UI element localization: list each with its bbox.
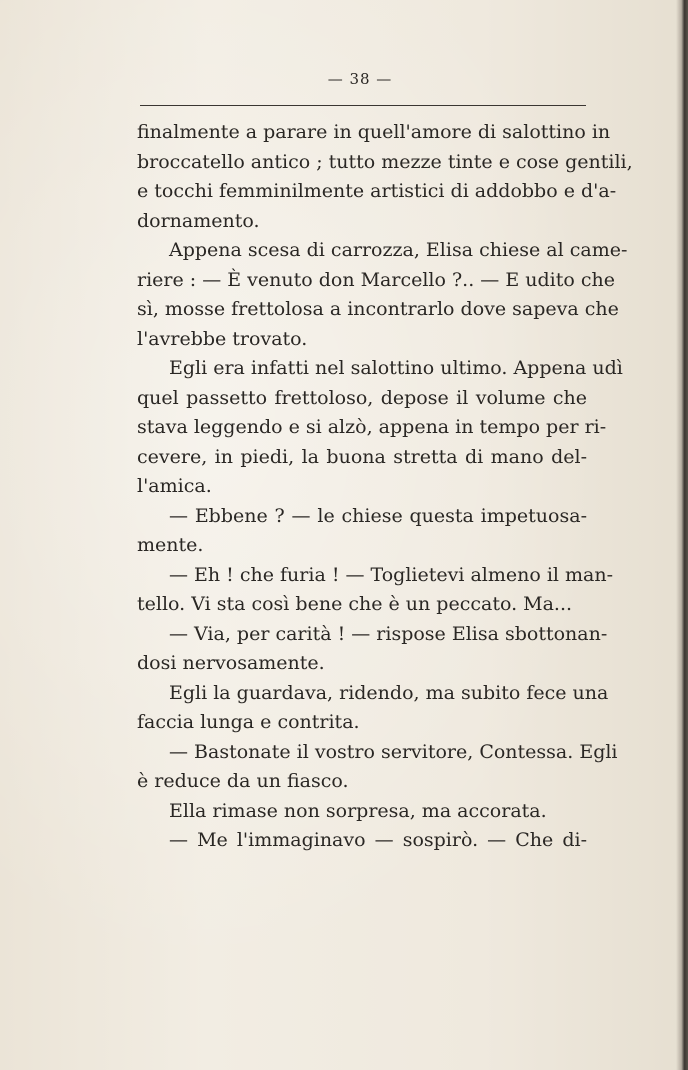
text-line: — Me l'immaginavo — sospirò. — Che di- — [169, 829, 587, 851]
text-line: sì, mosse frettolosa a incontrarlo dove sapeva che — [137, 298, 619, 320]
text-line: cevere, in piedi, la buona stretta di mano del- — [137, 445, 587, 468]
text-line: tello. Vi sta così bene che è un peccato. Ma... — [137, 593, 573, 615]
text-line: Ella rimase non sorpresa, ma accorata. — [169, 799, 547, 822]
text-line: l'amica. — [137, 475, 212, 497]
text-line: dosi nervosamente. — [137, 652, 325, 674]
header-rule — [140, 105, 586, 106]
text-line: — Bastonate il vostro servitore, Contessa. Egli — [169, 740, 618, 763]
page-binding-edge — [676, 0, 688, 1070]
text-line: finalmente a parare in quell'amore di salottino in — [137, 121, 611, 143]
text-line: e tocchi femminilmente artistici di addobbo e d'a- — [137, 180, 617, 202]
text-line: mente. — [137, 534, 204, 556]
text-line: faccia lunga e contrita. — [137, 711, 360, 733]
text-line: stava leggendo e si alzò, appena in tempo per ri- — [137, 416, 607, 438]
page-number: — 38 — — [327, 70, 393, 88]
text-line: Egli era infatti nel salottino ultimo. Appena udì — [169, 357, 623, 379]
text-line: Appena scesa di carrozza, Elisa chiese al came- — [169, 239, 628, 261]
text-line: riere : — È venuto don Marcello ?.. — E udito che — [137, 268, 615, 291]
text-line: — Ebbene ? — le chiese questa impetuosa- — [169, 504, 587, 527]
text-line: dornamento. — [137, 209, 260, 232]
text-line: broccatello antico ; tutto mezze tinte e cose gentili, — [137, 150, 633, 173]
text-line: quel passetto frettoloso, depose il volume che — [137, 386, 587, 409]
text-line: — Via, per carità ! — rispose Elisa sbottonan- — [169, 622, 608, 645]
body-text — [137, 118, 633, 856]
text-line: Egli la guardava, ridendo, ma subito fece una — [169, 681, 609, 704]
text-line: — Eh ! che furia ! — Toglietevi almeno il man- — [169, 563, 614, 586]
text-line: è reduce da un fiasco. — [137, 770, 349, 792]
text-line: l'avrebbe trovato. — [137, 327, 308, 350]
